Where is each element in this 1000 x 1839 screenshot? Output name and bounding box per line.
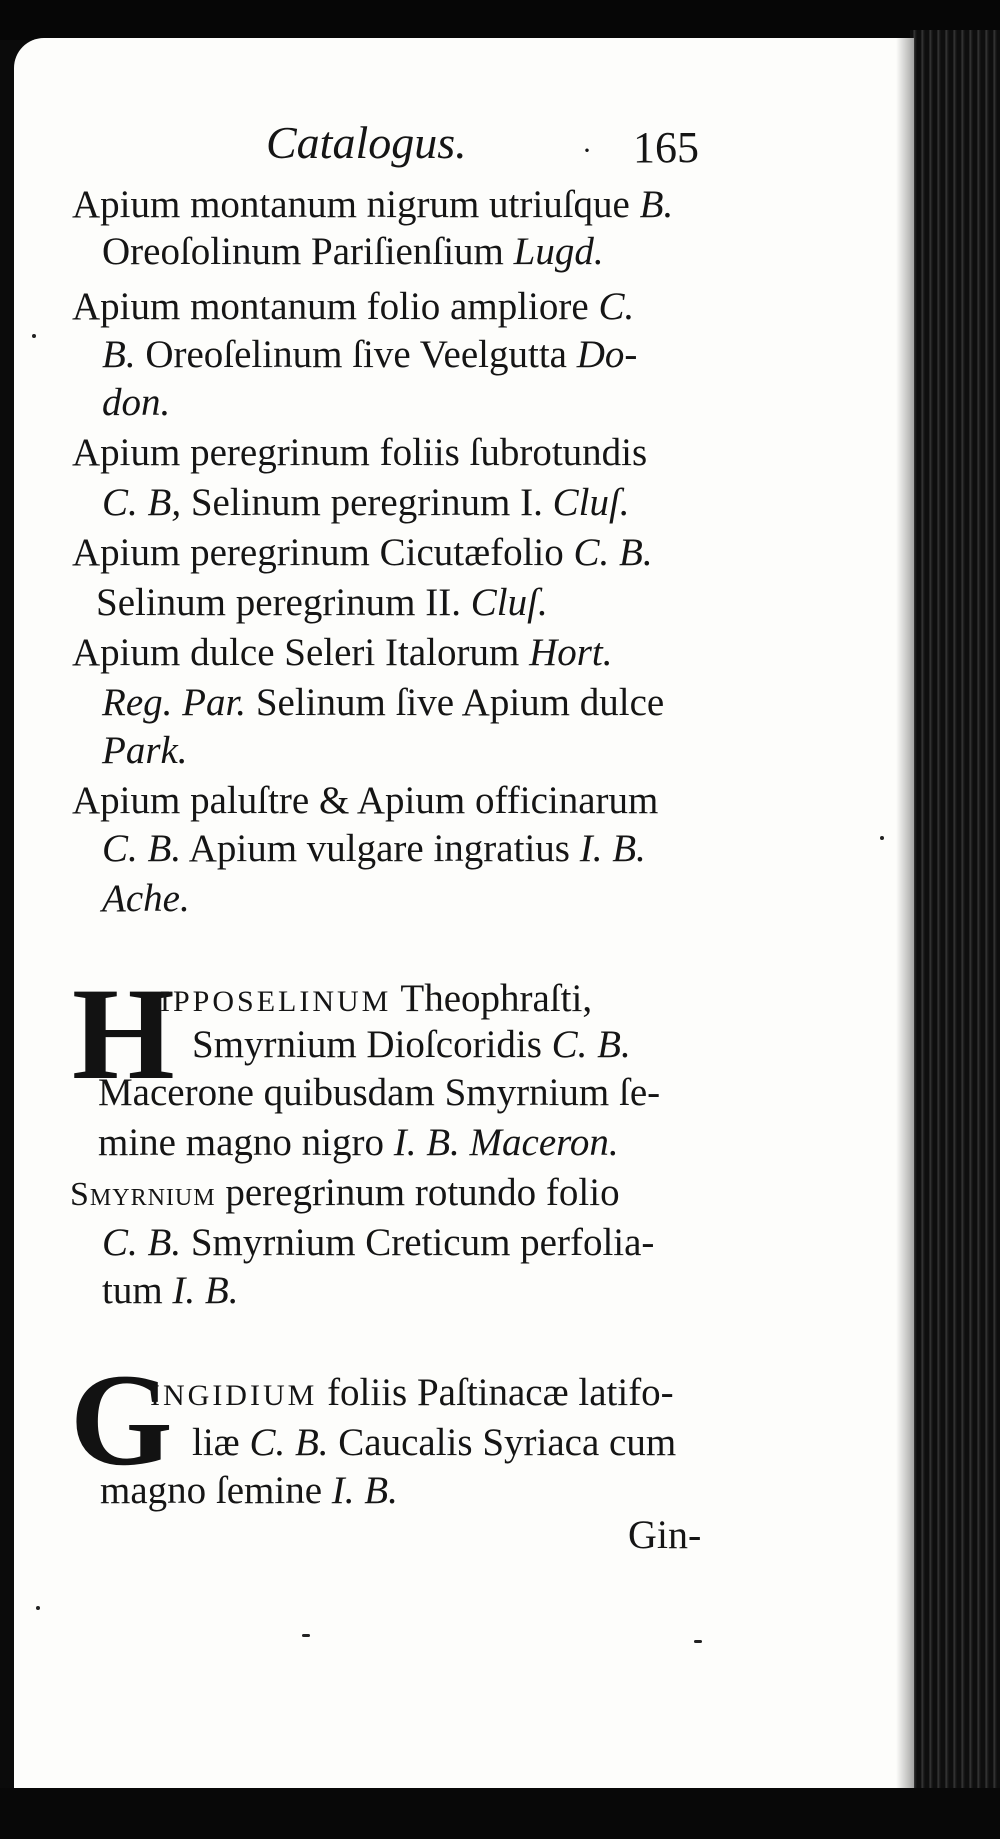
entry-text: Selinum peregrinum	[181, 481, 521, 524]
author-abbrev: B.	[102, 333, 136, 376]
entry-apium-montanum-nigrum-line-1	[72, 182, 673, 228]
entry-text: Apium dulce Seleri Italorum	[72, 631, 530, 674]
entry-text: Apium montanum folio ampliore	[72, 285, 599, 328]
entry-apium-montanum-nigrum-line-2	[102, 229, 604, 275]
entry-apium-peregrinum-cicutae-line-1	[72, 530, 653, 576]
author-abbrev: I. B.	[579, 827, 646, 870]
entry-text: Selinum peregrinum	[96, 581, 426, 624]
entry-text: Apium vulgare ingratius	[181, 827, 580, 870]
entry-apium-peregrinum-cicutae-line-2	[96, 580, 548, 626]
entry-text: Oreoſelinum ſive Veelgutta	[135, 333, 577, 376]
numeral: I.	[520, 481, 543, 524]
entry-hipposelinum-line-3: Macerone quibusdam Smyrnium ſe-	[98, 1071, 661, 1114]
scan-speck	[32, 334, 36, 338]
author-abbrev: C. B,	[102, 481, 182, 524]
entry-apium-peregrinum-subrotundis-line-1: Apium peregrinum foliis ſubrotundis	[72, 431, 648, 474]
entry-apium-montanum-folio-line-2	[102, 332, 637, 378]
entry-apium-palustre-line-3: Ache.	[102, 877, 190, 920]
entry-text: liæ	[192, 1421, 250, 1464]
running-title: Catalogus.	[266, 117, 467, 168]
author-abbrev: Hort.	[529, 631, 613, 674]
vernacular-name: Maceron.	[459, 1121, 619, 1164]
entry-apium-montanum-folio-line-1	[72, 284, 634, 330]
entry-apium-palustre-line-1: Apium paluſtre & Apium officinarum	[72, 779, 659, 822]
author-abbrev: C. B.	[249, 1421, 329, 1464]
entry-gingidium-line-1	[150, 1370, 674, 1419]
drop-cap-g: G	[70, 1346, 173, 1493]
entry-hipposelinum-line-4	[98, 1120, 619, 1166]
entry-text: Caucalis Syriaca cum	[328, 1421, 677, 1464]
headword: INGIDIUM	[150, 1379, 318, 1412]
author-abbrev: B.	[639, 183, 674, 226]
entry-smyrnium-line-2	[102, 1220, 654, 1266]
entry-hipposelinum-line-2	[192, 1022, 631, 1068]
author-abbrev: Do-	[576, 333, 638, 376]
entry-apium-montanum-folio-line-3: don.	[102, 381, 171, 424]
entry-text: Apium montanum nigrum utriuſque	[72, 183, 640, 226]
catchword: Gin-	[628, 1512, 702, 1557]
page-number: 165	[633, 123, 699, 172]
author-abbrev: C. B.	[102, 1221, 182, 1264]
author-abbrev: C.	[598, 285, 635, 328]
entry-text: Apium peregrinum Cicutæfolio	[72, 531, 574, 574]
entry-apium-dulce-line-2	[102, 680, 664, 726]
entry-text: Theophraſti,	[391, 977, 593, 1020]
scan-speck	[880, 836, 884, 840]
author-abbrev: Lugd.	[513, 230, 604, 273]
entry-text: Selinum ſive Apium dulce	[246, 681, 665, 724]
entry-text: magno ſemine	[100, 1469, 332, 1512]
entry-text: Smyrnium Creticum perfolia-	[181, 1221, 655, 1264]
entry-gingidium-line-2	[192, 1420, 676, 1466]
entry-text: Smyrnium Dioſcoridis	[192, 1023, 552, 1066]
author-abbrev: I. B.	[331, 1469, 398, 1512]
entry-smyrnium-line-1	[70, 1170, 620, 1218]
entry-text: peregrinum rotundo folio	[215, 1171, 620, 1214]
entry-gingidium-line-3	[100, 1468, 398, 1514]
entry-text: tum	[102, 1269, 173, 1312]
scan-speck	[694, 1640, 702, 1643]
entry-apium-peregrinum-subrotundis-line-2	[102, 480, 630, 526]
entry-text: Oreoſolinum Pariſienſium	[102, 230, 514, 273]
author-abbrev: I. B.	[393, 1121, 460, 1164]
scan-speck	[302, 1634, 310, 1637]
entry-text: foliis Paſtinacæ latifo-	[317, 1371, 674, 1414]
headword: Smyrnium	[70, 1176, 216, 1213]
entry-smyrnium-line-3	[102, 1268, 238, 1314]
author-abbrev: I. B.	[172, 1269, 239, 1312]
numeral: II.	[425, 581, 462, 624]
author-abbrev: C. B.	[551, 1023, 631, 1066]
author-abbrev: Reg. Par.	[102, 681, 247, 724]
author-abbrev: Cluſ.	[542, 481, 630, 524]
author-abbrev: C. B.	[573, 531, 653, 574]
headword: IPPOSELINUM	[160, 985, 392, 1018]
scan-speck	[36, 1606, 40, 1610]
entry-hipposelinum-line-1	[160, 976, 592, 1025]
author-abbrev: C. B.	[102, 827, 182, 870]
entry-apium-dulce-line-1	[72, 630, 613, 676]
drop-cap-h: H	[72, 960, 175, 1107]
author-abbrev: Cluſ.	[461, 581, 548, 624]
header-dot: ·	[582, 134, 592, 167]
entry-apium-palustre-line-2	[102, 826, 646, 872]
entry-apium-dulce-line-3: Park.	[102, 729, 188, 772]
entry-text: mine magno nigro	[98, 1121, 394, 1164]
